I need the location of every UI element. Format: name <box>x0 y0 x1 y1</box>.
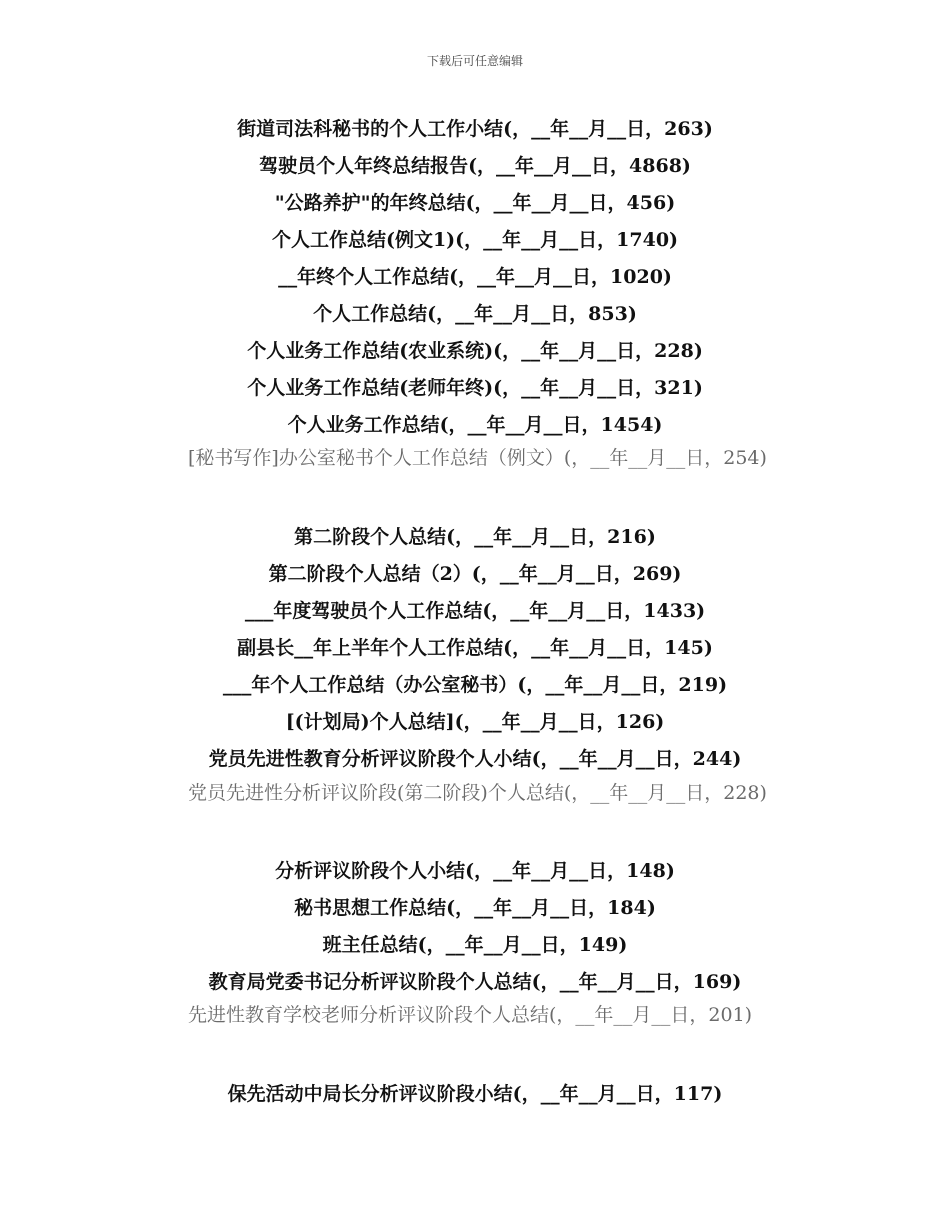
list-item[interactable]: ___年度驾驶员个人工作总结(，__年__月__日，1433) <box>244 600 706 622</box>
list-item[interactable]: 党员先进性教育分析评议阶段个人小结(，__年__月__日，244) <box>208 748 742 770</box>
list-item[interactable]: 第二阶段个人总结(，__年__月__日，216) <box>294 526 656 548</box>
list-item[interactable]: [(计划局)个人总结](，__年__月__日，126) <box>285 711 665 733</box>
list-item[interactable]: 保先活动中局长分析评议阶段小结(，__年__月__日，117) <box>227 1083 723 1105</box>
list-item[interactable]: __年终个人工作总结(，__年__月__日，1020) <box>278 266 672 288</box>
list-item[interactable]: 个人业务工作总结(老师年终)(，__年__月__日，321) <box>247 377 703 399</box>
list-item-wrapped[interactable]: [秘书写作]办公室秘书个人工作总结（例文）(，__年__月__日，254) <box>188 447 767 469</box>
list-item[interactable]: 个人工作总结(例文1)(，__年__月__日，1740) <box>271 229 679 251</box>
list-item[interactable]: 秘书思想工作总结(，__年__月__日，184) <box>294 897 656 919</box>
list-item-wrapped[interactable]: 党员先进性分析评议阶段(第二阶段)个人总结(，__年__月__日，228) <box>188 782 767 804</box>
list-item[interactable]: 个人业务工作总结(，__年__月__日，1454) <box>287 414 663 436</box>
list-item[interactable]: 班主任总结(，__年__月__日，149) <box>322 934 628 956</box>
list-item[interactable]: 分析评议阶段个人小结(，__年__月__日，148) <box>275 860 675 882</box>
list-item[interactable]: ___年个人工作总结（办公室秘书）(，__年__月__日，219) <box>222 674 728 696</box>
list-item[interactable]: "公路养护"的年终总结(，__年__月__日，456) <box>274 192 676 214</box>
list-item[interactable]: 个人业务工作总结(农业系统)(，__年__月__日，228) <box>247 340 703 362</box>
page-header: 下载后可任意编辑 <box>426 54 523 68</box>
list-item[interactable]: 第二阶段个人总结（2）(，__年__月__日，269) <box>268 563 682 585</box>
list-item[interactable]: 副县长__年上半年个人工作总结(，__年__月__日，145) <box>237 637 713 659</box>
list-item[interactable]: 驾驶员个人年终总结报告(，__年__月__日，4868) <box>259 155 691 177</box>
list-item[interactable]: 个人工作总结(，__年__月__日，853) <box>313 303 637 325</box>
list-item[interactable]: 教育局党委书记分析评议阶段个人总结(，__年__月__日，169) <box>208 971 742 993</box>
list-item[interactable]: 街道司法科秘书的个人工作小结(，__年__月__日，263) <box>237 118 713 140</box>
list-item-wrapped[interactable]: 先进性教育学校老师分析评议阶段个人总结(，__年__月__日，201) <box>188 1004 753 1026</box>
